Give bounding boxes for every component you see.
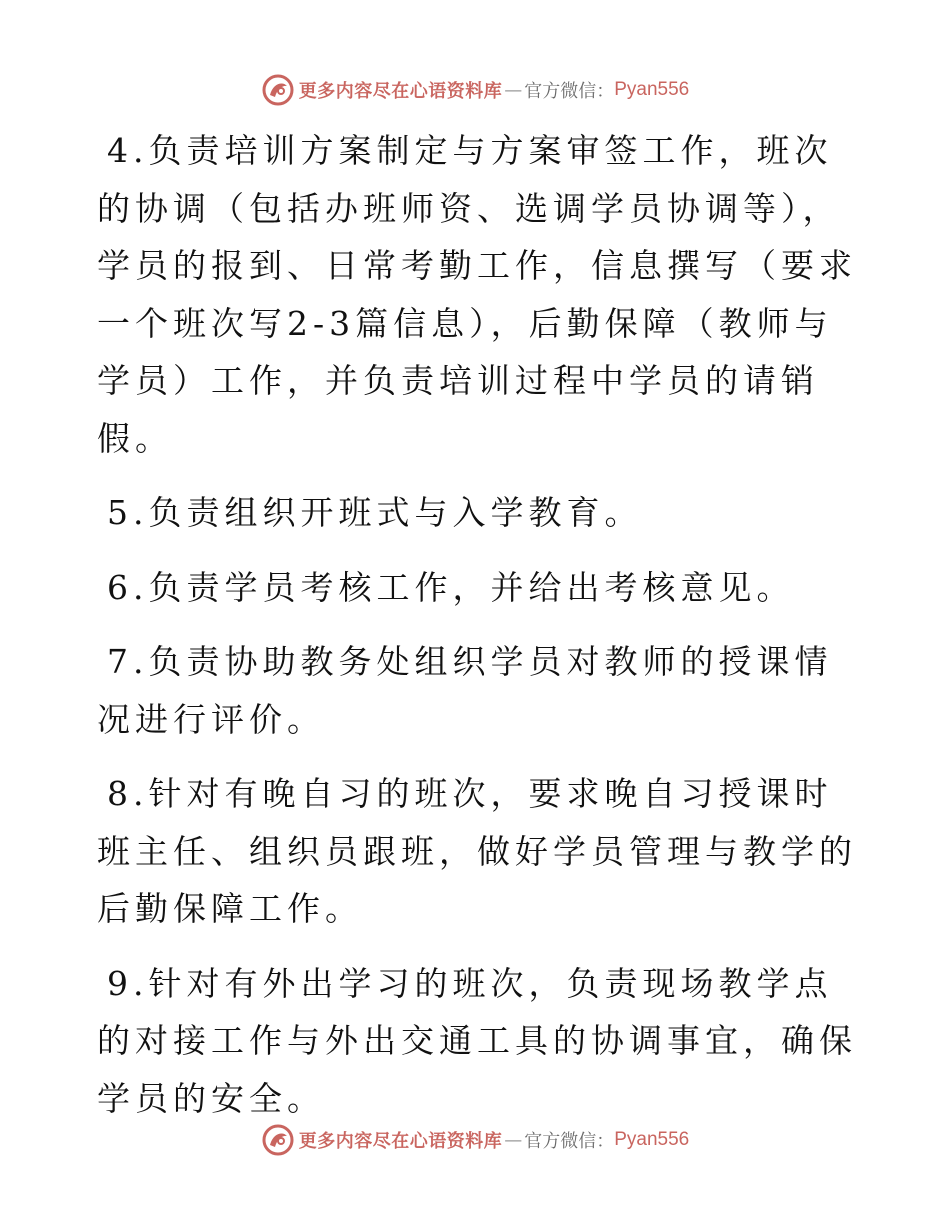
paragraph-item-5: 5.负责组织开班式与入学教育。 xyxy=(107,493,643,532)
banner-wechat-id: Pyan556 xyxy=(614,1129,690,1150)
paragraph-item-4: 4.负责培训方案制定与方案审签工作，班次的协调（包括办班师资、选调学员协调等），学员的报到、日常考勤工作，信息撰写（要求一个班次写2-3篇信息），后勤保障（教师与学员）工作，并负责培训过程中学员的请销假。 xyxy=(97,131,857,458)
paragraph-item-9: 9.针对有外出学习的班次，负责现场教学点的对接工作与外出交通工具的协调事宜，确保学员的安全。 xyxy=(97,963,857,1118)
banner-main-text: 更多内容尽在心语资料库 xyxy=(298,81,503,102)
banner-main-text: 更多内容尽在心语资料库 xyxy=(298,1131,503,1152)
paragraph-item-8: 8.针对有晚自习的班次，要求晚自习授课时班主任、组织员跟班，做好学员管理与教学的后勤保障工作。 xyxy=(97,774,857,928)
paragraph-item-6: 6.负责学员考核工作，并给出考核意见。 xyxy=(107,567,795,607)
banner-wechat-label: 官方微信： xyxy=(524,81,615,102)
banner-separator: — xyxy=(504,79,523,101)
footer-watermark xyxy=(0,1120,950,1160)
banner-wechat-id: Pyan556 xyxy=(614,79,690,100)
document-body xyxy=(97,122,857,1144)
red-swirl-logo-icon xyxy=(261,73,295,107)
red-swirl-logo-icon xyxy=(261,1123,295,1157)
banner-separator: — xyxy=(504,1129,523,1151)
paragraph-item-7: 7.负责协助教务处组织学员对教师的授课情况进行评价。 xyxy=(97,642,833,739)
banner-wechat-label: 官方微信： xyxy=(524,1131,615,1152)
header-watermark xyxy=(0,70,950,110)
